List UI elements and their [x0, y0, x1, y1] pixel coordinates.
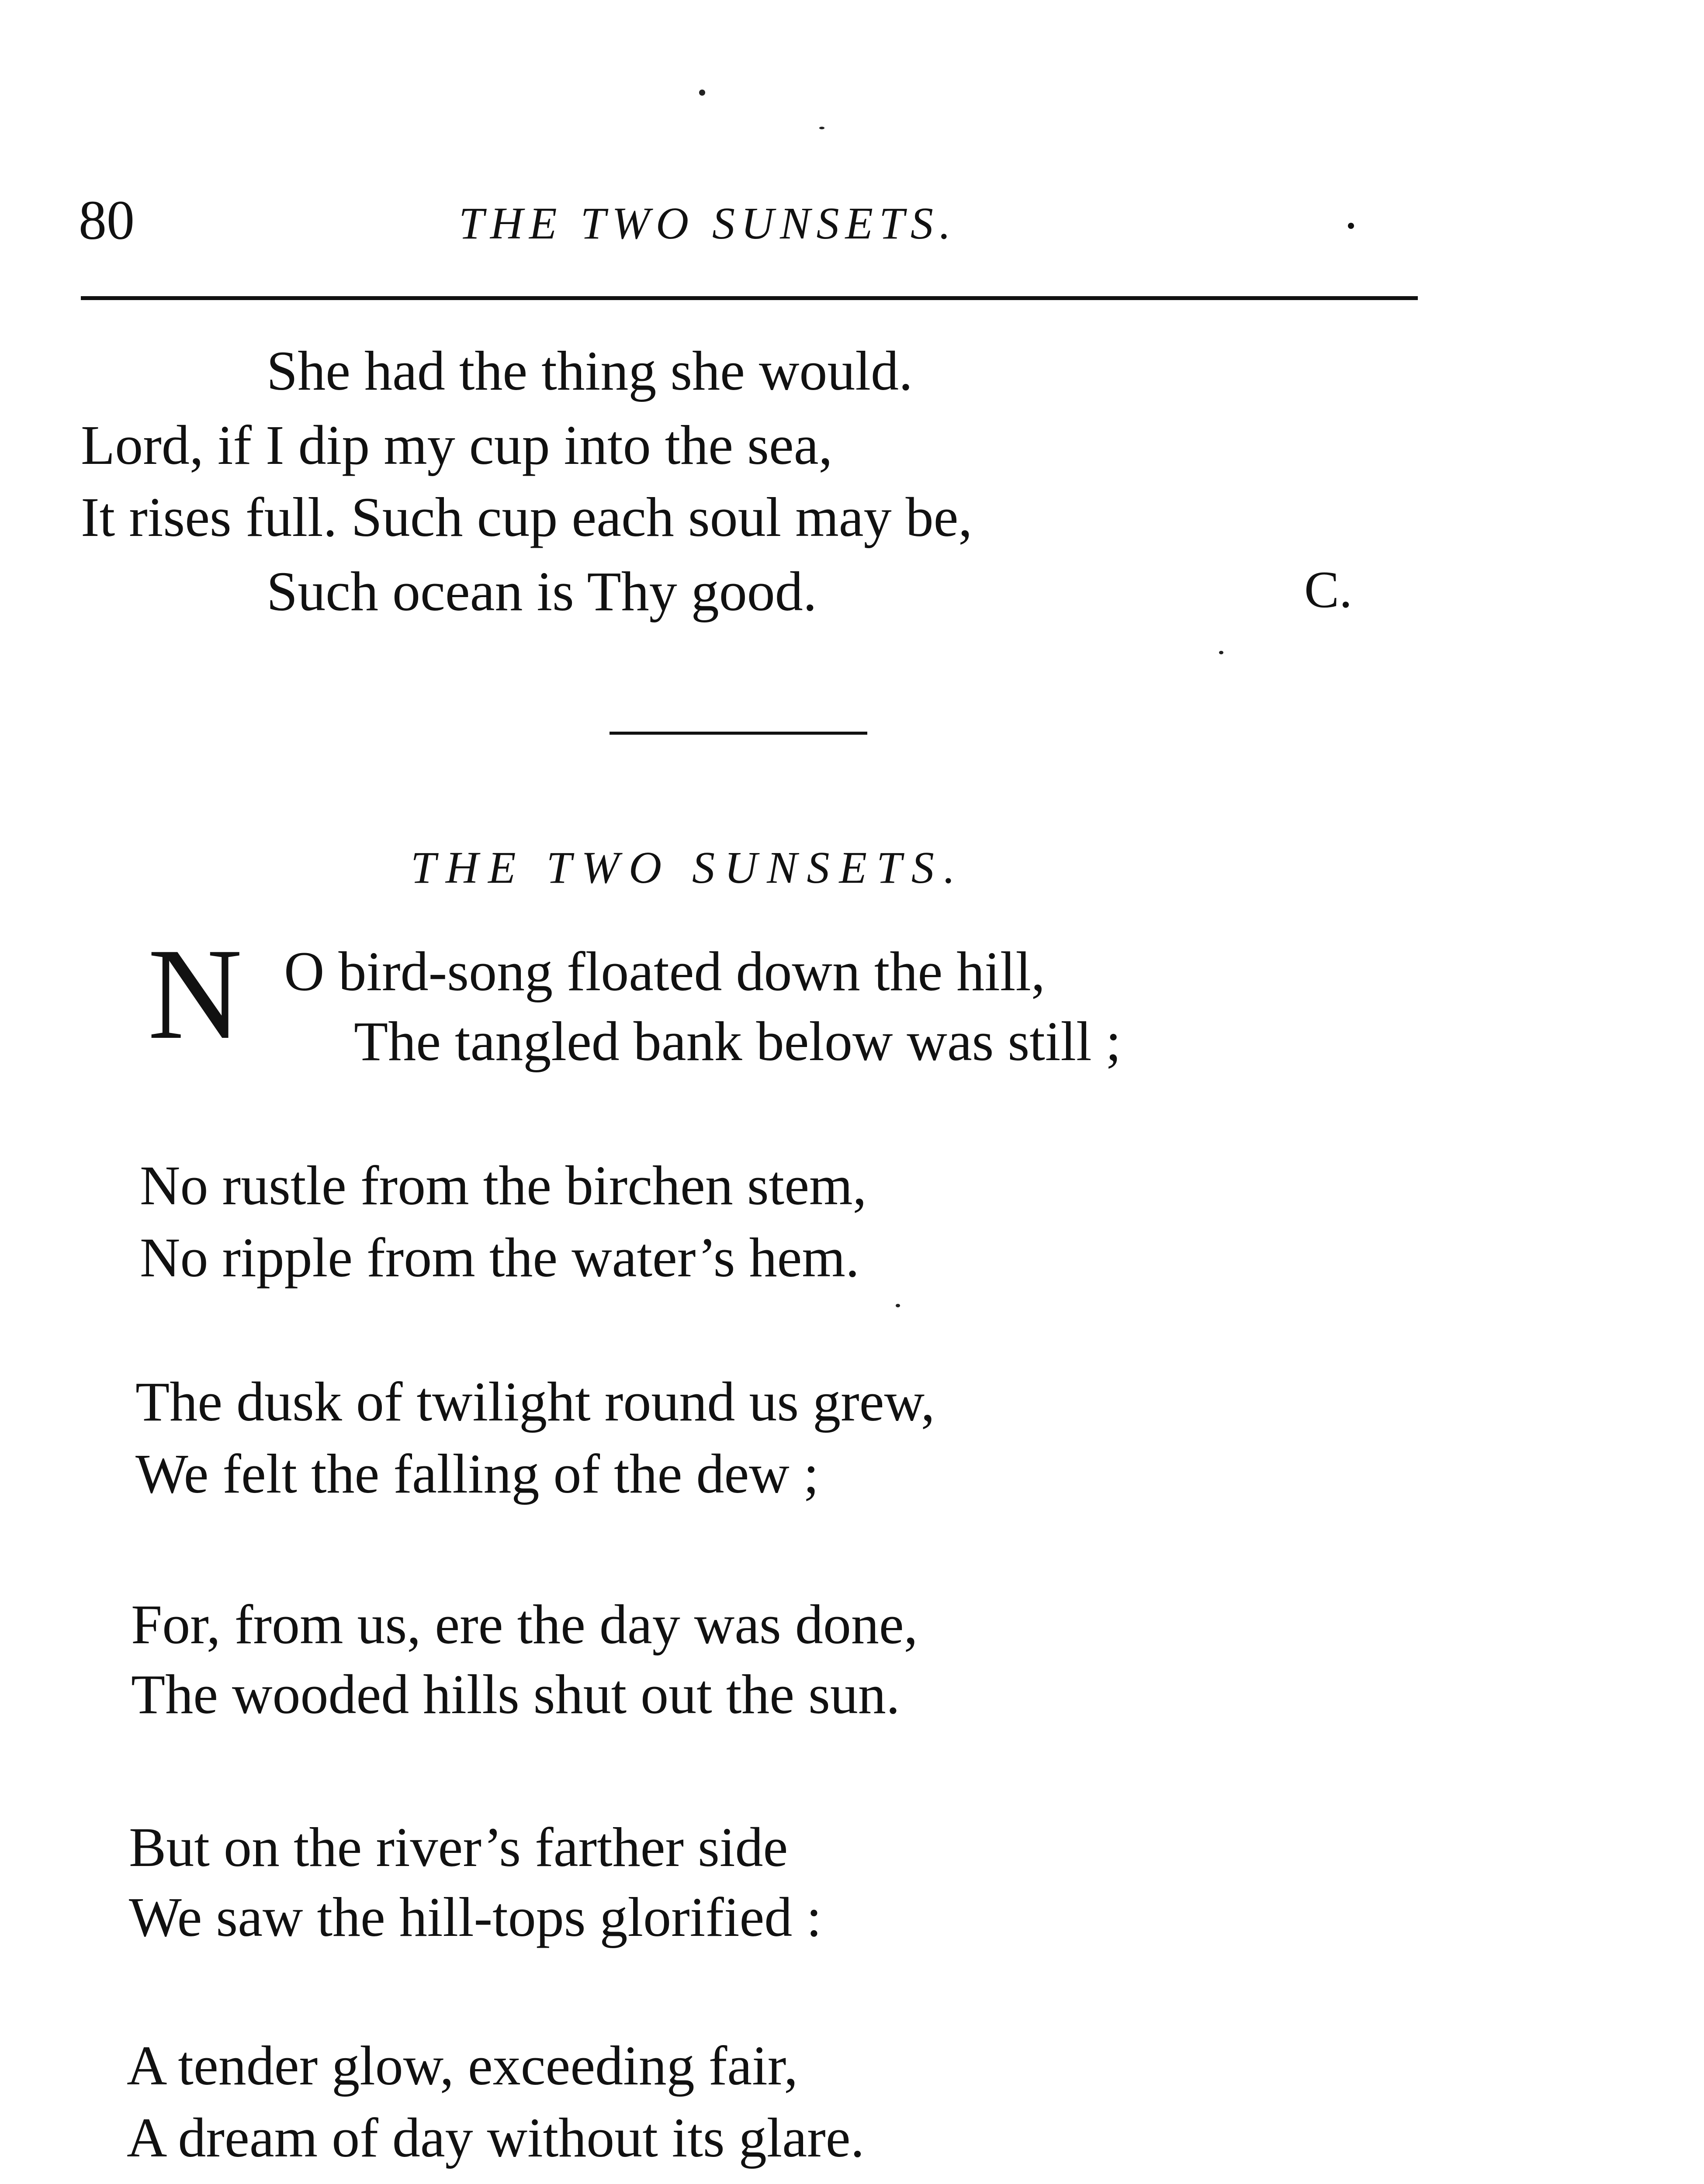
verse-line: It rises full. Such cup each soul may be, — [81, 486, 973, 548]
verse-line: We felt the falling of the dew ; — [135, 1443, 819, 1505]
verse-line: O bird-song floated down the hill, — [284, 940, 1045, 1002]
verse-line: The wooded hills shut out the sun. — [131, 1663, 900, 1725]
verse-line: A tender glow, exceeding fair, — [127, 2035, 798, 2097]
section-divider — [610, 732, 867, 735]
verse-line: But on the river’s farther side — [129, 1816, 788, 1878]
verse-line: We saw the hill-tops glorified : — [129, 1886, 822, 1948]
verse-line: For, from us, ere the day was done, — [131, 1593, 918, 1655]
print-speck — [699, 90, 705, 96]
verse-line: No rustle from the birchen stem, — [140, 1154, 867, 1216]
print-speck — [1219, 651, 1223, 654]
verse-line: She had the thing she would. — [267, 340, 913, 402]
verse-line: Lord, if I dip my cup into the sea, — [81, 414, 833, 476]
page-header — [79, 183, 1424, 262]
page-number: 80 — [79, 189, 135, 251]
running-head: THE TWO SUNSETS. — [459, 198, 957, 249]
drop-cap: N — [148, 921, 242, 1066]
print-speck — [896, 1304, 900, 1307]
verse-line: The tangled bank below was still ; — [354, 1010, 1122, 1072]
verse-line: The dusk of twilight round us grew, — [135, 1371, 935, 1433]
print-speck — [1348, 223, 1354, 229]
poem-title: THE TWO SUNSETS. — [411, 843, 965, 893]
print-speck — [819, 127, 824, 129]
verse-line: A dream of day without its glare. — [127, 2107, 865, 2169]
author-signature: C. — [1304, 560, 1353, 619]
verse-line: Such ocean is Thy good. — [267, 560, 817, 622]
header-rule — [81, 296, 1418, 300]
verse-line: No ripple from the water’s hem. — [140, 1227, 859, 1289]
